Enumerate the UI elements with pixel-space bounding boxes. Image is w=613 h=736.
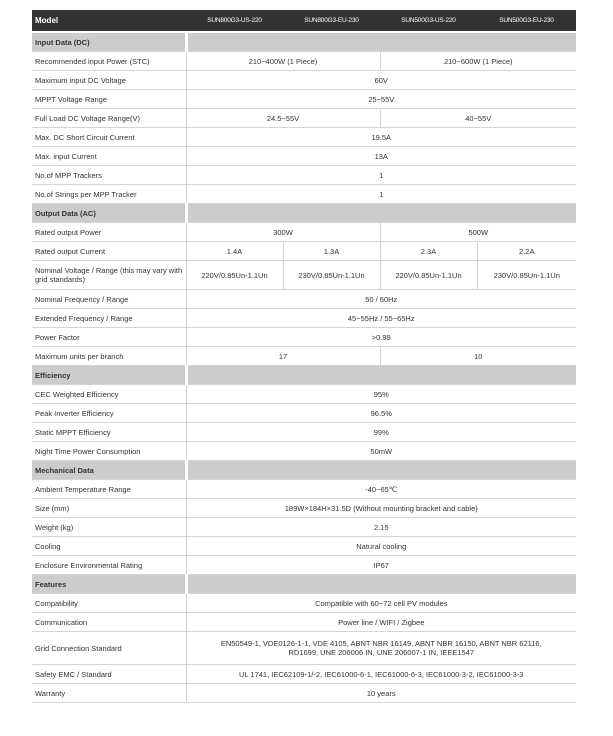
spec-value: 230V/0.85Un-1.1Un [477,261,576,290]
spec-value: 210~400W (1 Piece) [186,52,380,71]
spec-label: Weight (kg) [32,518,186,537]
spec-label: Maximum input DC Voltage [32,71,186,90]
spec-value: 1 [186,166,576,185]
grid-standard-line: RD1699, UNE 206006 IN, UNE 206007-1 IN, IEEE1547 [288,648,475,657]
spec-label: Rated output Power [32,223,186,242]
spec-value: 2.3A [380,242,477,261]
section-header [32,32,576,52]
spec-value: 24.5~55V [186,109,380,128]
spec-label: Size (mm) [32,499,186,518]
spec-value: 25~55V [186,90,576,109]
spec-row [32,71,576,90]
spec-value: 10 years [186,684,576,703]
spec-value: 220V/0.85Un-1.1Un [380,261,477,290]
spec-value: 13A [186,147,576,166]
spec-row [32,385,576,404]
spec-value: UL 1741, IEC62109-1/-2, IEC61000-6-1, IEC61000-6-3, IEC61000-3-2, IEC61000-3-3 [186,665,576,684]
spec-value: 96.5% [186,404,576,423]
spec-value: 1 [186,185,576,204]
section-title: Efficiency [32,366,186,385]
spec-value [186,632,576,665]
spec-row [32,147,576,166]
spec-row [32,613,576,632]
spec-row [32,347,576,366]
section-title: Output Data (AC) [32,204,186,223]
spec-row [32,480,576,499]
spec-label: Rated output Current [32,242,186,261]
spec-row [32,52,576,71]
section-title: Features [32,575,186,594]
section-bar [186,461,576,480]
spec-value: 95% [186,385,576,404]
spec-value: Natural cooling [186,537,576,556]
model-name: SUN500G3-US-220 [380,10,477,32]
spec-value: 210~600W (1 Piece) [380,52,576,71]
section-bar [186,366,576,385]
spec-label: Safety EMC / Standard [32,665,186,684]
spec-value: 1.4A [186,242,283,261]
model-name: SUN800G3-US-220 [186,10,283,32]
spec-value: 2.15 [186,518,576,537]
spec-row [32,594,576,613]
spec-label: Cooling [32,537,186,556]
spec-label: No.of MPP Trackers [32,166,186,185]
spec-label: Grid Connection Standard [32,632,186,665]
section-header [32,366,576,385]
spec-label: Max. DC Short Circuit Current [32,128,186,147]
spec-value: 189W×184H×31.5D (Without mounting bracket and cable) [186,499,576,518]
spec-label: Peak Inverter Efficiency [32,404,186,423]
spec-value: 45~55Hz / 55~65Hz [186,309,576,328]
spec-value: 1.3A [283,242,380,261]
spec-row [32,109,576,128]
spec-label: CEC Weighted Efficiency [32,385,186,404]
spec-table [32,10,576,703]
model-name: SUN500G3-EU-230 [477,10,576,32]
spec-value: 300W [186,223,380,242]
spec-row [32,290,576,309]
spec-value: 500W [380,223,576,242]
spec-row [32,684,576,703]
spec-label: Extended Frequency / Range [32,309,186,328]
model-label: Model [32,10,186,32]
spec-row [32,261,576,290]
spec-label: Nominal Frequency / Range [32,290,186,309]
spec-value: Compatible with 60~72 cell PV modules [186,594,576,613]
section-header [32,461,576,480]
spec-label: Nominal Voltage / Range (this may vary with grid standards) [32,261,186,290]
spec-value: -40~65℃ [186,480,576,499]
section-title: Mechanical Data [32,461,186,480]
model-header-row [32,10,576,32]
spec-row [32,404,576,423]
spec-sheet [32,10,576,703]
spec-value: 220V/0.85Un-1.1Un [186,261,283,290]
spec-row [32,166,576,185]
spec-value: 99% [186,423,576,442]
section-bar [186,575,576,594]
spec-row [32,309,576,328]
section-bar [186,32,576,52]
spec-row [32,518,576,537]
spec-label: Maximum units per branch [32,347,186,366]
spec-row [32,128,576,147]
section-header [32,204,576,223]
spec-label: Static MPPT Efficiency [32,423,186,442]
spec-row [32,90,576,109]
spec-value: 17 [186,347,380,366]
spec-value: Power line / WIFI / Zigbee [186,613,576,632]
spec-value: 230V/0.85Un-1.1Un [283,261,380,290]
model-name: SUN800G3-EU-230 [283,10,380,32]
spec-row [32,632,576,665]
section-title: Input Data (DC) [32,32,186,52]
spec-value: 40~55V [380,109,576,128]
spec-row [32,499,576,518]
spec-row [32,442,576,461]
spec-value: 10 [380,347,576,366]
spec-value: 60V [186,71,576,90]
spec-label: Enclosure Environmental Rating [32,556,186,575]
spec-label: Compatibility [32,594,186,613]
spec-row [32,223,576,242]
spec-label: Ambient Temperature Range [32,480,186,499]
spec-value: 50 / 60Hz [186,290,576,309]
spec-label: Max. input Current [32,147,186,166]
spec-row [32,556,576,575]
spec-row [32,185,576,204]
spec-row [32,328,576,347]
spec-row [32,537,576,556]
spec-label: Night Time Power Consumption [32,442,186,461]
spec-value: IP67 [186,556,576,575]
spec-value: >0.99 [186,328,576,347]
section-bar [186,204,576,223]
spec-row [32,423,576,442]
spec-label: MPPT Voltage Range [32,90,186,109]
spec-label: Full Load DC Voltage Range(V) [32,109,186,128]
spec-row [32,242,576,261]
spec-label: No.of Strings per MPP Tracker [32,185,186,204]
spec-value: 2.2A [477,242,576,261]
grid-standard-line: EN50549-1, VDE0126-1-1, VDE 4105, ABNT NBR 16149, ABNT NBR 16150, ABNT NBR 62116, [220,639,542,648]
spec-label: Warranty [32,684,186,703]
section-header [32,575,576,594]
spec-value: 50mW [186,442,576,461]
spec-label: Recommended input Power (STC) [32,52,186,71]
spec-label: Power Factor [32,328,186,347]
spec-row [32,665,576,684]
spec-label: Communication [32,613,186,632]
spec-value: 19.5A [186,128,576,147]
